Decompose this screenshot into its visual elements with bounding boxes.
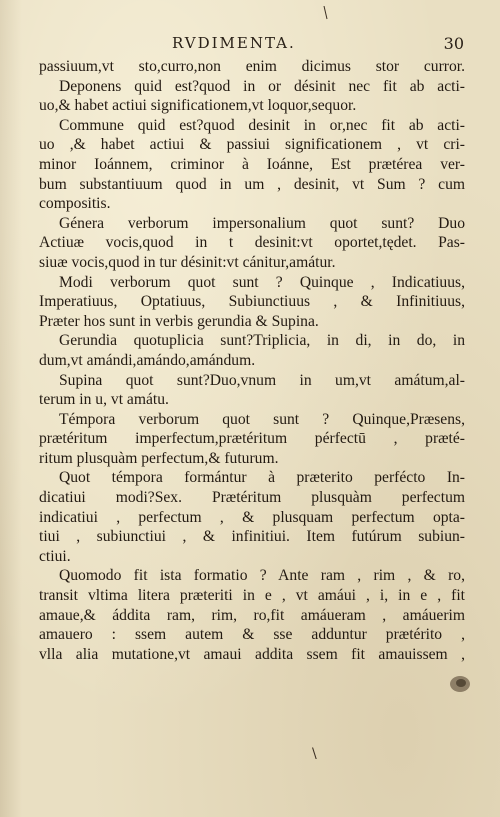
text-line: amauero : ssem autem & sse adduntur prætérito , [39, 626, 465, 644]
signature-mark: \ [312, 746, 317, 762]
text-line: Actiuæ vocis,quod in t desinit:vt oportet,tędet. Pas- [39, 234, 465, 252]
text-line: Génera verborum impersonalium quot sunt? Duo [59, 214, 465, 232]
text-line: Imperatiuus, Optatiuus, Subiunctiuus , & Infinitiuus, [39, 293, 465, 311]
text-line: compositis. [39, 195, 111, 213]
text-line: ctiui. [39, 547, 71, 565]
text-line: indicatiui , perfectum , & plusquam perfectum opta- [39, 508, 465, 526]
text-line: uo,& habet actiui significationem,vt loquor,sequor. [39, 97, 357, 115]
text-line: ritum plusquàm perfectum,& futurum. [39, 449, 279, 467]
text-line: dum,vt amándi,amándo,amándum. [39, 351, 256, 369]
body-text [39, 57, 465, 664]
text-line: Témpora verborum quot sunt ? Quinque,Præsens, [59, 410, 465, 428]
ink-tick-mark [323, 6, 329, 20]
running-head: RVDIMENTA. [172, 34, 296, 52]
text-line: uo ,& habet actiui & passiui significationem , vt cri- [39, 136, 465, 154]
text-line: tiui , subiunctiui , & infinitiui. Item futúrum subiun- [39, 528, 465, 546]
text-line: siuæ vocis,quod in tur désinit:vt cánitur,amátur. [39, 253, 336, 271]
ink-blot-icon [447, 671, 473, 697]
text-line: vlla alia mutatione,vt amaui addita ssem fit amauissem , [39, 645, 465, 663]
text-line: Gerundia quotuplicia sunt?Triplicia, in di, in do, in [59, 332, 465, 350]
text-line: Quomodo fit ista formatio ? Ante ram , rim , & ro, [59, 567, 465, 585]
text-line: Deponens quid est?quod in or désinit nec fit ab acti- [59, 77, 465, 95]
text-line: amaue,& áddita ram, rim, ro,fit amáueram , amáuerim [39, 606, 465, 624]
text-line: prætéritum imperfectum,prætéritum pérfectū , præté- [39, 430, 465, 448]
text-line: terum in u, vt amátu. [39, 391, 169, 409]
text-line: transit vltima litera præteriti in e , vt amáui , i, in e , fit [39, 587, 465, 605]
text-line: passiuum,vt sto,curro,non enim dicimus stor curror. [39, 58, 465, 75]
text-line: Commune quid est?quod desinit in or,nec fit ab acti- [59, 116, 465, 134]
page-header [40, 34, 464, 56]
text-line: Quot témpora formántur à præterito perfécto In- [59, 469, 465, 487]
text-line: Modi verborum quot sunt ? Quinque , Indicatiuus, [59, 273, 465, 291]
text-line: bum substantiuum quod in um , desinit, vt Sum ? cum [39, 175, 465, 193]
page-number: 30 [443, 34, 464, 53]
text-line: dicatiui modi?Sex. Prætéritum plusquàm perfectum [39, 489, 465, 507]
text-line: minor Ioánnem, criminor à Ioánne, Est prætérea ver- [39, 155, 465, 173]
text-line: Præter hos sunt in verbis gerundia & Supina. [39, 312, 319, 330]
text-line: Supina quot sunt?Duo,vnum in um,vt amátum,al- [59, 371, 465, 389]
